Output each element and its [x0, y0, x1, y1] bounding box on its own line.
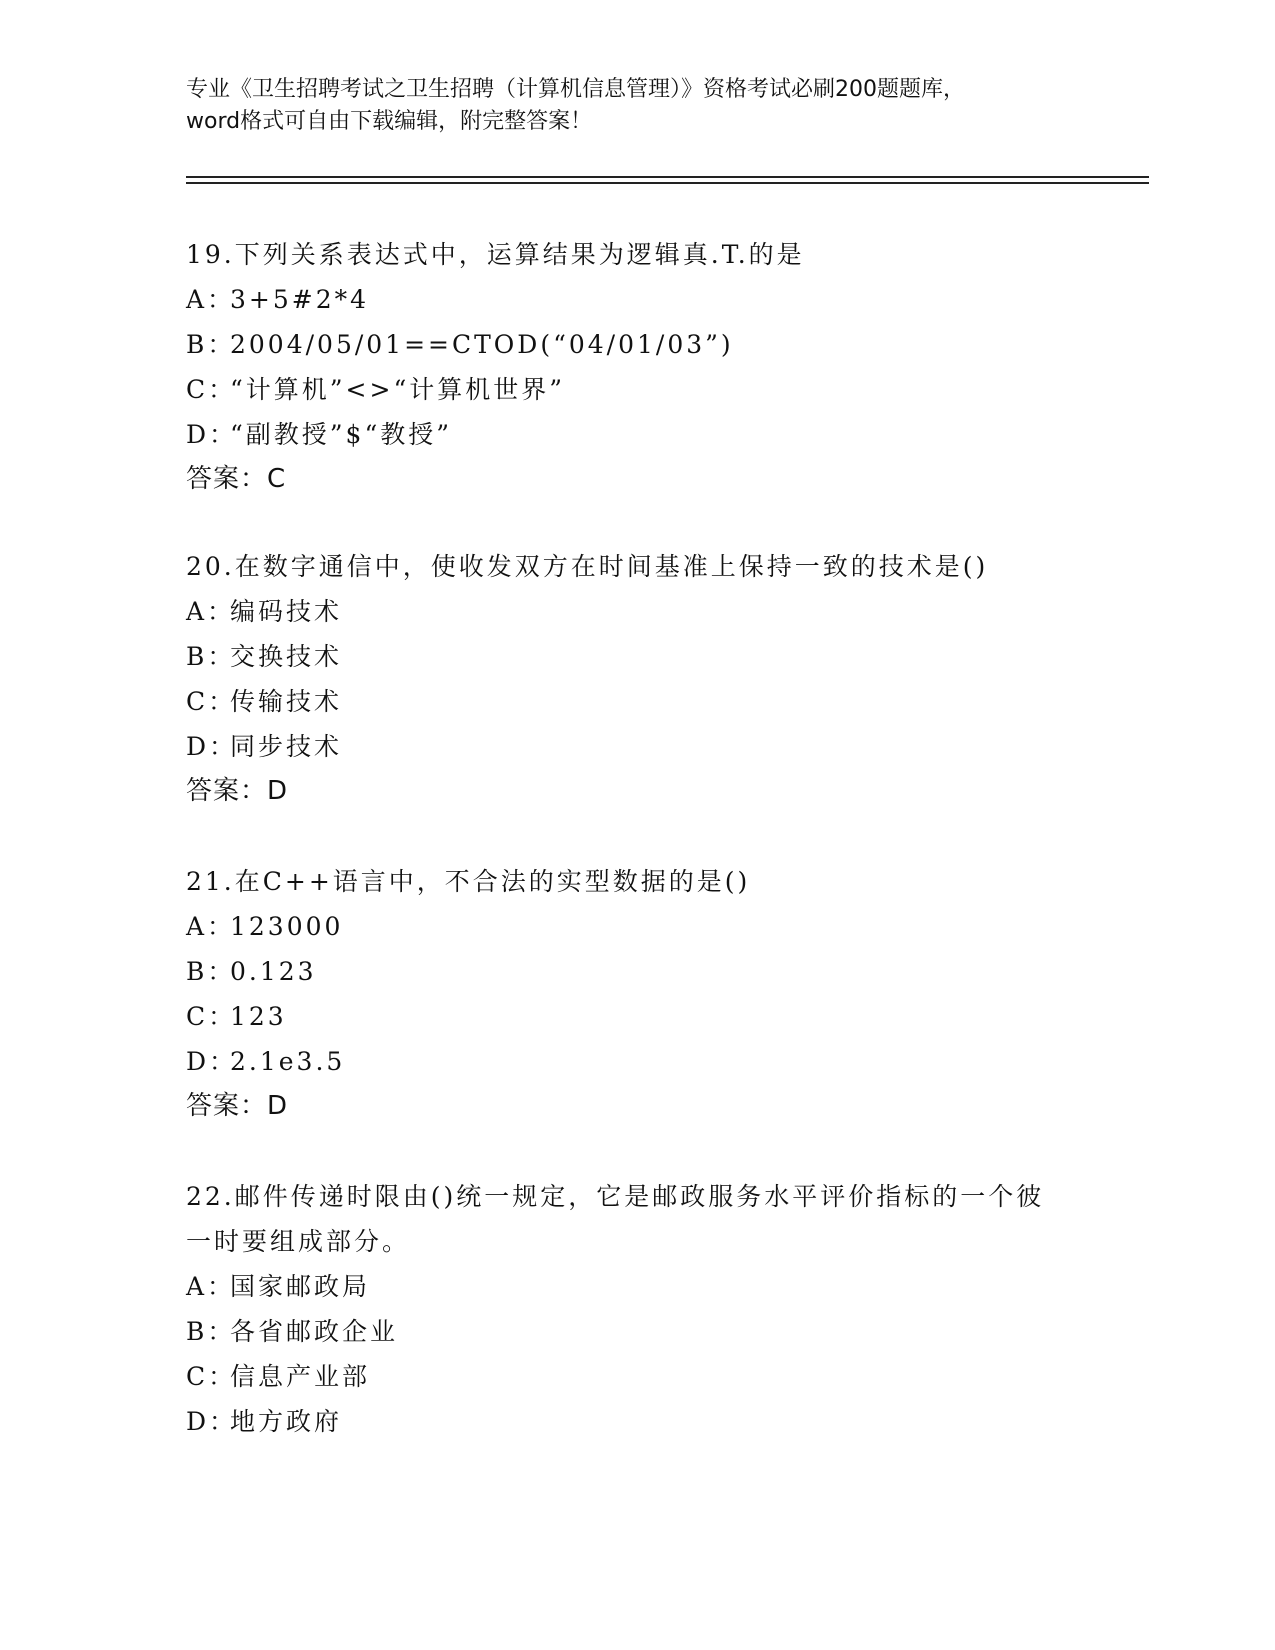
option-c: [186, 994, 1086, 1039]
option-letter: C：: [186, 687, 237, 716]
option-a: [186, 589, 1086, 634]
option-text: “计算机”<>“计算机世界”: [230, 375, 566, 404]
question-21: [186, 859, 1086, 1129]
option-b: [186, 949, 1086, 994]
answer-line: [186, 769, 1086, 814]
question-stem: [186, 1174, 1086, 1264]
option-c: [186, 679, 1086, 724]
option-letter: D：: [186, 1047, 238, 1076]
option-letter: C：: [186, 1002, 237, 1031]
option-letter: D：: [186, 1407, 238, 1436]
option-letter: A：: [186, 912, 236, 941]
option-text: 国家邮政局: [230, 1272, 371, 1301]
option-text: 2004/05/01==CTOD(“04/01/03”): [230, 330, 734, 359]
option-letter: B：: [186, 642, 236, 671]
option-c: [186, 367, 1086, 412]
option-text: 123: [230, 1002, 287, 1031]
question-stem-line: 一时要组成部分。: [186, 1227, 411, 1256]
option-text: 各省邮政企业: [230, 1317, 399, 1346]
question-stem-line: 20.在数字通信中，使收发双方在时间基准上保持一致的技术是(): [186, 552, 989, 581]
question-stem-line: 22.邮件传递时限由()统一规定，它是邮政服务水平评价指标的一个彼: [186, 1182, 1045, 1211]
option-d: [186, 1399, 1086, 1444]
option-a: [186, 904, 1086, 949]
option-text: 0.123: [230, 957, 317, 986]
option-b: [186, 1309, 1086, 1354]
answer-value: D: [267, 1091, 289, 1121]
question-stem: [186, 232, 1086, 277]
option-letter: D：: [186, 420, 238, 449]
question-stem-line: 21.在C++语言中，不合法的实型数据的是(): [186, 867, 751, 896]
answer-prefix: 答案：: [186, 464, 268, 494]
option-d: [186, 412, 1086, 457]
option-b: [186, 322, 1086, 367]
option-text: 3+5#2*4: [230, 285, 370, 314]
header-line-2: word格式可自由下载编辑，附完整答案！: [186, 109, 593, 134]
question-20: [186, 544, 1086, 814]
option-d: [186, 1039, 1086, 1084]
option-text: “副教授”$“教授”: [230, 420, 453, 449]
option-d: [186, 724, 1086, 769]
question-22: [186, 1174, 1086, 1444]
option-letter: A：: [186, 1272, 236, 1301]
option-letter: A：: [186, 285, 236, 314]
option-a: [186, 277, 1086, 322]
option-text: 同步技术: [230, 732, 343, 761]
option-letter: B：: [186, 330, 236, 359]
option-b: [186, 634, 1086, 679]
option-letter: C：: [186, 375, 237, 404]
question-stem: [186, 859, 1086, 904]
answer-line: [186, 457, 1086, 502]
answer-value: C: [267, 464, 287, 494]
option-letter: A：: [186, 597, 236, 626]
option-letter: C：: [186, 1362, 237, 1391]
answer-line: [186, 1084, 1086, 1129]
header-divider-bottom: [186, 182, 1149, 184]
question-stem: [186, 544, 1086, 589]
option-text: 信息产业部: [230, 1362, 371, 1391]
option-c: [186, 1354, 1086, 1399]
answer-value: D: [267, 776, 289, 806]
answer-prefix: 答案：: [186, 776, 268, 806]
option-text: 交换技术: [230, 642, 343, 671]
option-text: 地方政府: [230, 1407, 343, 1436]
option-text: 2.1e3.5: [230, 1047, 346, 1076]
header-line-1: 专业《卫生招聘考试之卫生招聘（计算机信息管理）》资格考试必刷200题题库，: [186, 77, 965, 102]
header-divider-top: [186, 176, 1149, 178]
question-19: [186, 232, 1086, 502]
question-stem-line: 19.下列关系表达式中，运算结果为逻辑真.T.的是: [186, 240, 805, 269]
option-letter: B：: [186, 957, 236, 986]
answer-prefix: 答案：: [186, 1091, 268, 1121]
document-header: [186, 74, 1086, 138]
option-text: 编码技术: [230, 597, 343, 626]
option-letter: D：: [186, 732, 238, 761]
option-letter: B：: [186, 1317, 236, 1346]
option-a: [186, 1264, 1086, 1309]
option-text: 传输技术: [230, 687, 343, 716]
option-text: 123000: [230, 912, 344, 941]
